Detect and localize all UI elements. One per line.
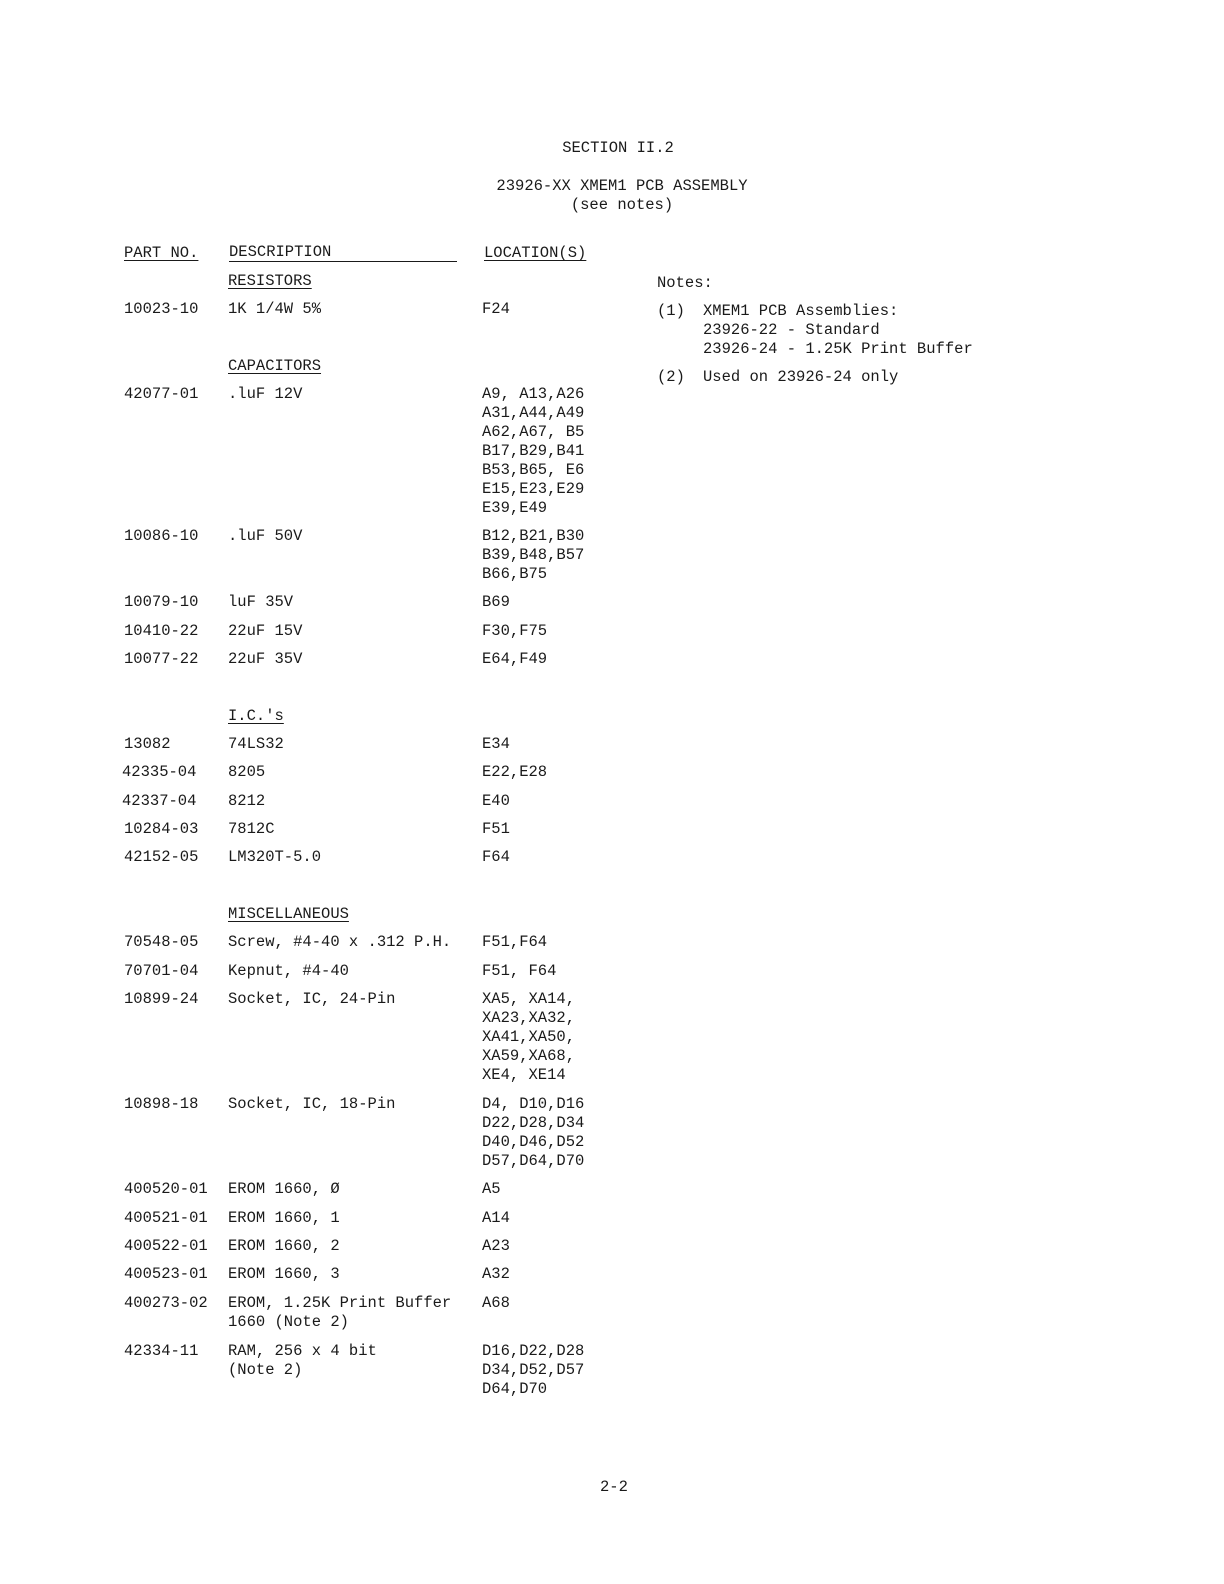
part-description: 1K 1/4W 5% bbox=[228, 300, 322, 318]
part-number: 10898-18 bbox=[124, 1095, 199, 1113]
part-locations: F30,F75 bbox=[482, 622, 548, 640]
part-locations: F24 bbox=[482, 300, 510, 318]
part-number: 42334-11 bbox=[124, 1342, 199, 1360]
part-number: 42337-04 bbox=[122, 792, 197, 810]
part-locations: F51 bbox=[482, 820, 510, 838]
part-number: 42152-05 bbox=[124, 848, 199, 866]
part-description: 8212 bbox=[228, 792, 266, 810]
part-description: Socket, IC, 24-Pin bbox=[228, 990, 396, 1008]
part-description: EROM 1660, 1 bbox=[228, 1209, 340, 1227]
part-number: 400273-02 bbox=[124, 1294, 208, 1312]
part-number: 400523-01 bbox=[124, 1265, 208, 1283]
part-description: EROM 1660, 2 bbox=[228, 1237, 340, 1255]
notes-title: Notes: bbox=[657, 274, 713, 292]
part-description: .luF 12V bbox=[228, 385, 303, 403]
part-number: 400520-01 bbox=[124, 1180, 208, 1198]
part-description: EROM 1660, Ø bbox=[228, 1180, 340, 1198]
part-number: 70548-05 bbox=[124, 933, 199, 951]
part-description: 8205 bbox=[228, 763, 266, 781]
part-locations: A5 bbox=[482, 1180, 501, 1198]
part-locations: A68 bbox=[482, 1294, 510, 1312]
note-text: Used on 23926-24 only bbox=[703, 368, 899, 386]
part-number: 42077-01 bbox=[124, 385, 199, 403]
part-locations: F51, F64 bbox=[482, 962, 557, 980]
note-number: (2) bbox=[657, 368, 685, 386]
part-number: 10023-10 bbox=[124, 300, 199, 318]
part-description: luF 35V bbox=[228, 593, 294, 611]
part-locations: D4, D10,D16 D22,D28,D34 D40,D46,D52 D57,D64,D70 bbox=[482, 1095, 585, 1170]
note-text: XMEM1 PCB Assemblies: 23926-22 - Standard 23926-24 - 1.25K Print Buffer bbox=[703, 302, 973, 358]
part-description: Socket, IC, 18-Pin bbox=[228, 1095, 396, 1113]
note-item bbox=[657, 302, 1217, 359]
part-number: 42335-04 bbox=[122, 763, 197, 781]
part-description: Kepnut, #4-40 bbox=[228, 962, 349, 980]
part-locations: XA5, XA14, XA23,XA32, XA41,XA50, XA59,XA68, XE4, XE14 bbox=[482, 990, 576, 1084]
category-resistors: RESISTORS bbox=[228, 272, 312, 290]
part-number: 10077-22 bbox=[124, 650, 199, 668]
category-capacitors: CAPACITORS bbox=[228, 357, 322, 375]
part-description: 22uF 15V bbox=[228, 622, 303, 640]
part-locations: B69 bbox=[482, 593, 510, 611]
part-locations: F64 bbox=[482, 848, 510, 866]
part-description: 22uF 35V bbox=[228, 650, 303, 668]
part-locations: A9, A13,A26 A31,A44,A49 A62,A67, B5 B17,B29,B41 B53,B65, E6 E15,E23,E29 E39,E49 bbox=[482, 385, 585, 517]
col-header-locations: LOCATION(S) bbox=[484, 244, 587, 262]
part-locations: F51,F64 bbox=[482, 933, 548, 951]
part-locations: E22,E28 bbox=[482, 763, 548, 781]
part-locations: A14 bbox=[482, 1209, 510, 1227]
part-number: 400522-01 bbox=[124, 1237, 208, 1255]
col-header-part-no: PART NO. bbox=[124, 244, 199, 262]
category-miscellaneous: MISCELLANEOUS bbox=[228, 905, 349, 923]
part-number: 10410-22 bbox=[124, 622, 199, 640]
part-number: 13082 bbox=[124, 735, 171, 753]
part-locations: E64,F49 bbox=[482, 650, 548, 668]
part-description: EROM, 1.25K Print Buffer 1660 (Note 2) bbox=[228, 1294, 452, 1331]
part-description: RAM, 256 x 4 bit (Note 2) bbox=[228, 1342, 377, 1379]
part-locations: E40 bbox=[482, 792, 510, 810]
part-locations: D16,D22,D28 D34,D52,D57 D64,D70 bbox=[482, 1342, 585, 1398]
part-locations: B12,B21,B30 B39,B48,B57 B66,B75 bbox=[482, 527, 585, 583]
part-locations: A32 bbox=[482, 1265, 510, 1283]
category-ics: I.C.'s bbox=[228, 707, 284, 725]
part-description: Screw, #4-40 x .312 P.H. bbox=[228, 933, 452, 951]
page-number: 2-2 bbox=[600, 1478, 628, 1496]
part-number: 400521-01 bbox=[124, 1209, 208, 1227]
part-number: 10086-10 bbox=[124, 527, 199, 545]
part-number: 70701-04 bbox=[124, 962, 199, 980]
part-number: 10079-10 bbox=[124, 593, 199, 611]
document-title: 23926-XX XMEM1 PCB ASSEMBLY bbox=[496, 177, 748, 195]
section-heading: SECTION II.2 bbox=[562, 139, 674, 157]
note-item bbox=[657, 368, 1217, 387]
part-locations: A23 bbox=[482, 1237, 510, 1255]
col-header-description: DESCRIPTION bbox=[229, 244, 457, 262]
part-description: EROM 1660, 3 bbox=[228, 1265, 340, 1283]
part-number: 10284-03 bbox=[124, 820, 199, 838]
document-subtitle: (see notes) bbox=[570, 196, 674, 214]
part-description: 7812C bbox=[228, 820, 275, 838]
part-number: 10899-24 bbox=[124, 990, 199, 1008]
part-locations: E34 bbox=[482, 735, 510, 753]
part-description: .luF 50V bbox=[228, 527, 303, 545]
part-description: 74LS32 bbox=[228, 735, 284, 753]
note-number: (1) bbox=[657, 302, 685, 320]
notes-block bbox=[657, 274, 1217, 387]
part-description: LM320T-5.0 bbox=[228, 848, 322, 866]
